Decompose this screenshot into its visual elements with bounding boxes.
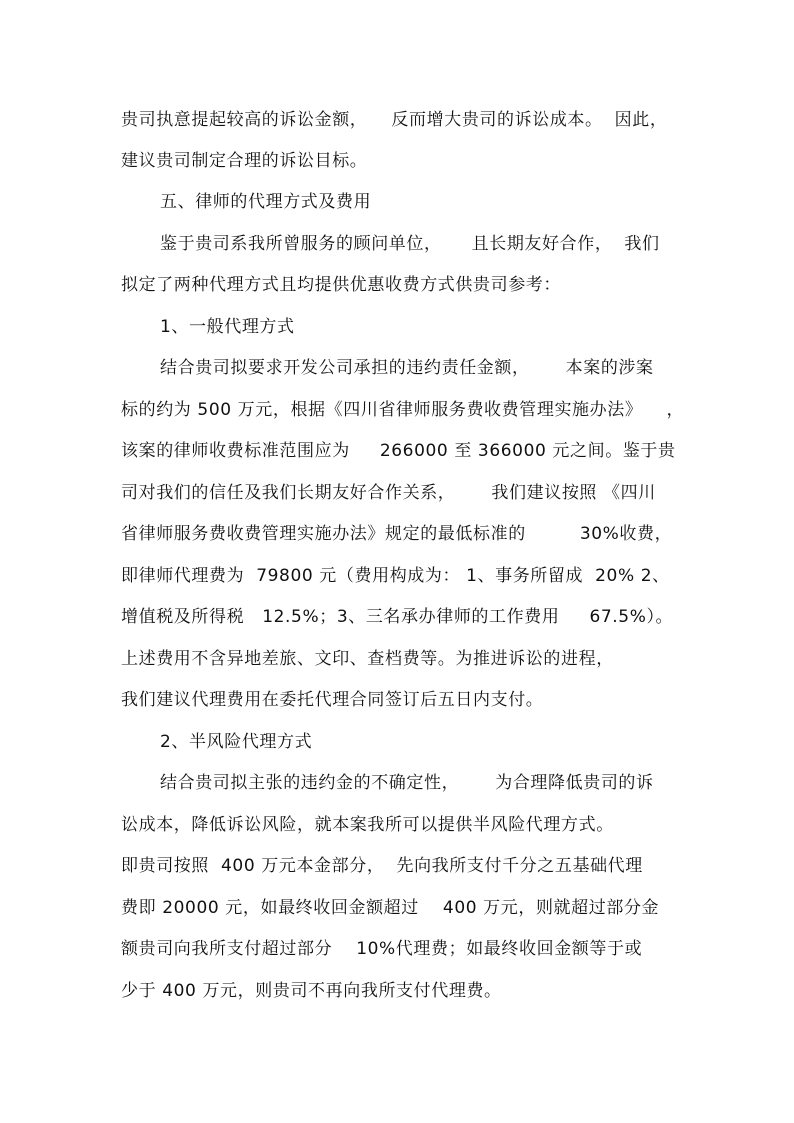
subsection-heading: 1、一般代理方式 — [160, 317, 295, 337]
paragraph-line: 结合贵司拟主张的违约金的不确定性， 为合理降低贵司的诉 — [160, 773, 654, 793]
paragraph-line: 结合贵司拟要求开发公司承担的违约责任金额， 本案的涉案 — [160, 358, 654, 378]
paragraph-line: 我们建议代理费用在委托代理合同签订后五日内支付。 — [121, 690, 544, 710]
paragraph-line: 建议贵司制定合理的诉讼目标。 — [121, 151, 368, 171]
paragraph-line: 少于 400 万元，则贵司不再向我所支付代理费。 — [121, 981, 502, 1001]
paragraph-line: 标的约为 500 万元，根据《四川省律师服务费收费管理实施办法》 ， — [121, 400, 685, 420]
paragraph-line: 讼成本，降低诉讼风险，就本案我所可以提供半风险代理方式。 — [121, 815, 614, 835]
paragraph-line: 额贵司向我所支付超过部分 10%代理费；如最终收回金额等于或 — [121, 939, 643, 959]
paragraph-line: 费即 20000 元，如最终收回金额超过 400 万元，则就超过部分金 — [121, 898, 660, 918]
section-heading: 五、律师的代理方式及费用 — [160, 192, 372, 212]
paragraph-line: 即律师代理费为 79800 元（费用构成为： 1、事务所留成 20% 2、 — [121, 566, 670, 586]
paragraph-line: 司对我们的信任及我们长期友好合作关系， 我们建议按照 《四川 — [121, 483, 656, 503]
paragraph-line: 增值税及所得税 12.5%；3、三名承办律师的工作费用 67.5%）。 — [121, 607, 674, 627]
paragraph-line: 该案的律师收费标准范围应为 266000 至 366000 元之间。鉴于贵 — [121, 441, 676, 461]
paragraph-line: 贵司执意提起较高的诉讼金额， 反而增大贵司的诉讼成本。 因此， — [121, 110, 668, 130]
paragraph-line: 上述费用不含异地差旅、文印、查档费等。为推进诉讼的进程， — [121, 649, 614, 669]
paragraph-line: 鉴于贵司系我所曾服务的顾问单位， 且长期友好合作， 我们 — [160, 234, 660, 254]
paragraph-line: 拟定了两种代理方式且均提供优惠收费方式供贵司参考： — [121, 275, 561, 295]
paragraph-line: 即贵司按照 400 万元本金部分， 先向我所支付千分之五基础代理 — [121, 856, 643, 876]
subsection-heading: 2、半风险代理方式 — [160, 732, 313, 752]
paragraph-line: 省律师服务费收费管理实施办法》规定的最低标准的 30%收费， — [121, 524, 673, 544]
